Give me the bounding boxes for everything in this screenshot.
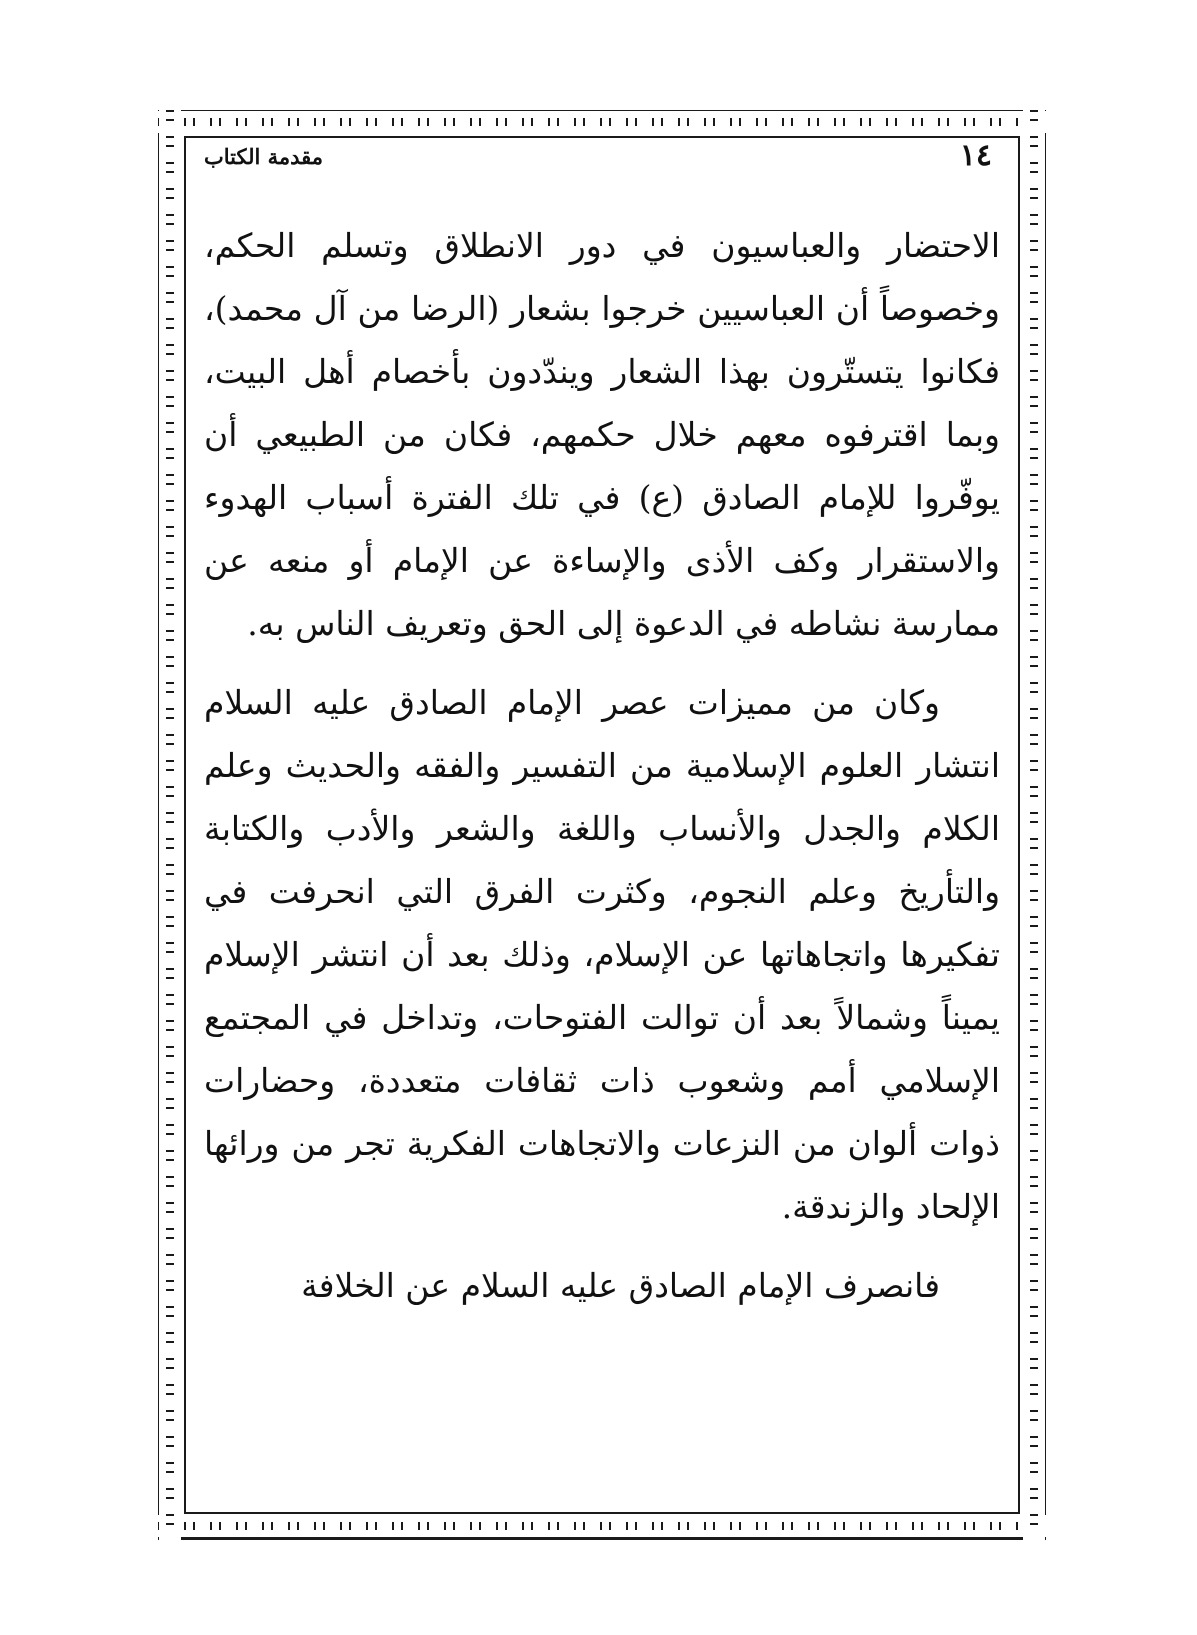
page-number: ١٤ — [959, 138, 992, 173]
paragraph-2: وكان من مميزات عصر الإمام الصادق عليه السلام انتشار العلوم الإسلامية من التفسير والفقه والحديث وعلم الكلام والجدل والأنساب واللغة والشعر والأدب والكتابة والتأريخ وعلم النجوم، وكثرت الفرق التي انحرفت في تفكيرها واتجاهاتها عن الإسلام، وذلك بعد أن انتشر الإسلام يميناً وشمالاً بعد أن توالت الفتوحات، وتداخل في المجتمع الإسلامي أمم وشعوب ذات ثقافات متعددة، وحضارات ذوات ألوان من النزعات والاتجاهات الفكرية تجر من ورائها الإلحاد والزندقة. — [204, 683, 1000, 1226]
ornamental-border-left — [159, 110, 181, 1540]
paragraph-1: الاحتضار والعباسيون في دور الانطلاق وتسلم الحكم، وخصوصاً أن العباسيين خرجوا بشعار (الرضا من آل محمد)، فكانوا يتستّرون بهذا الشعار ويندّدون بأخصام أهل البيت، وبما اقترفوه معهم خلال حكمهم، فكان من الطبيعي أن يوفّروا للإمام الصادق (ع) في تلك الفترة أسباب الهدوء والاستقرار وكف الأذى والإساءة عن الإمام أو منعه عن ممارسة نشاطه في الدعوة إلى الحق وتعريف الناس به. — [204, 226, 1000, 643]
ornamental-border-bottom — [158, 1515, 1046, 1537]
body-text — [204, 214, 1000, 1317]
ornamental-border-top — [158, 111, 1046, 133]
paragraph-3: فانصرف الإمام الصادق عليه السلام عن الخلافة — [301, 1266, 940, 1305]
ornamental-border-right — [1023, 110, 1045, 1540]
page-header — [204, 138, 1000, 186]
running-title: مقدمة الكتاب — [204, 144, 324, 169]
